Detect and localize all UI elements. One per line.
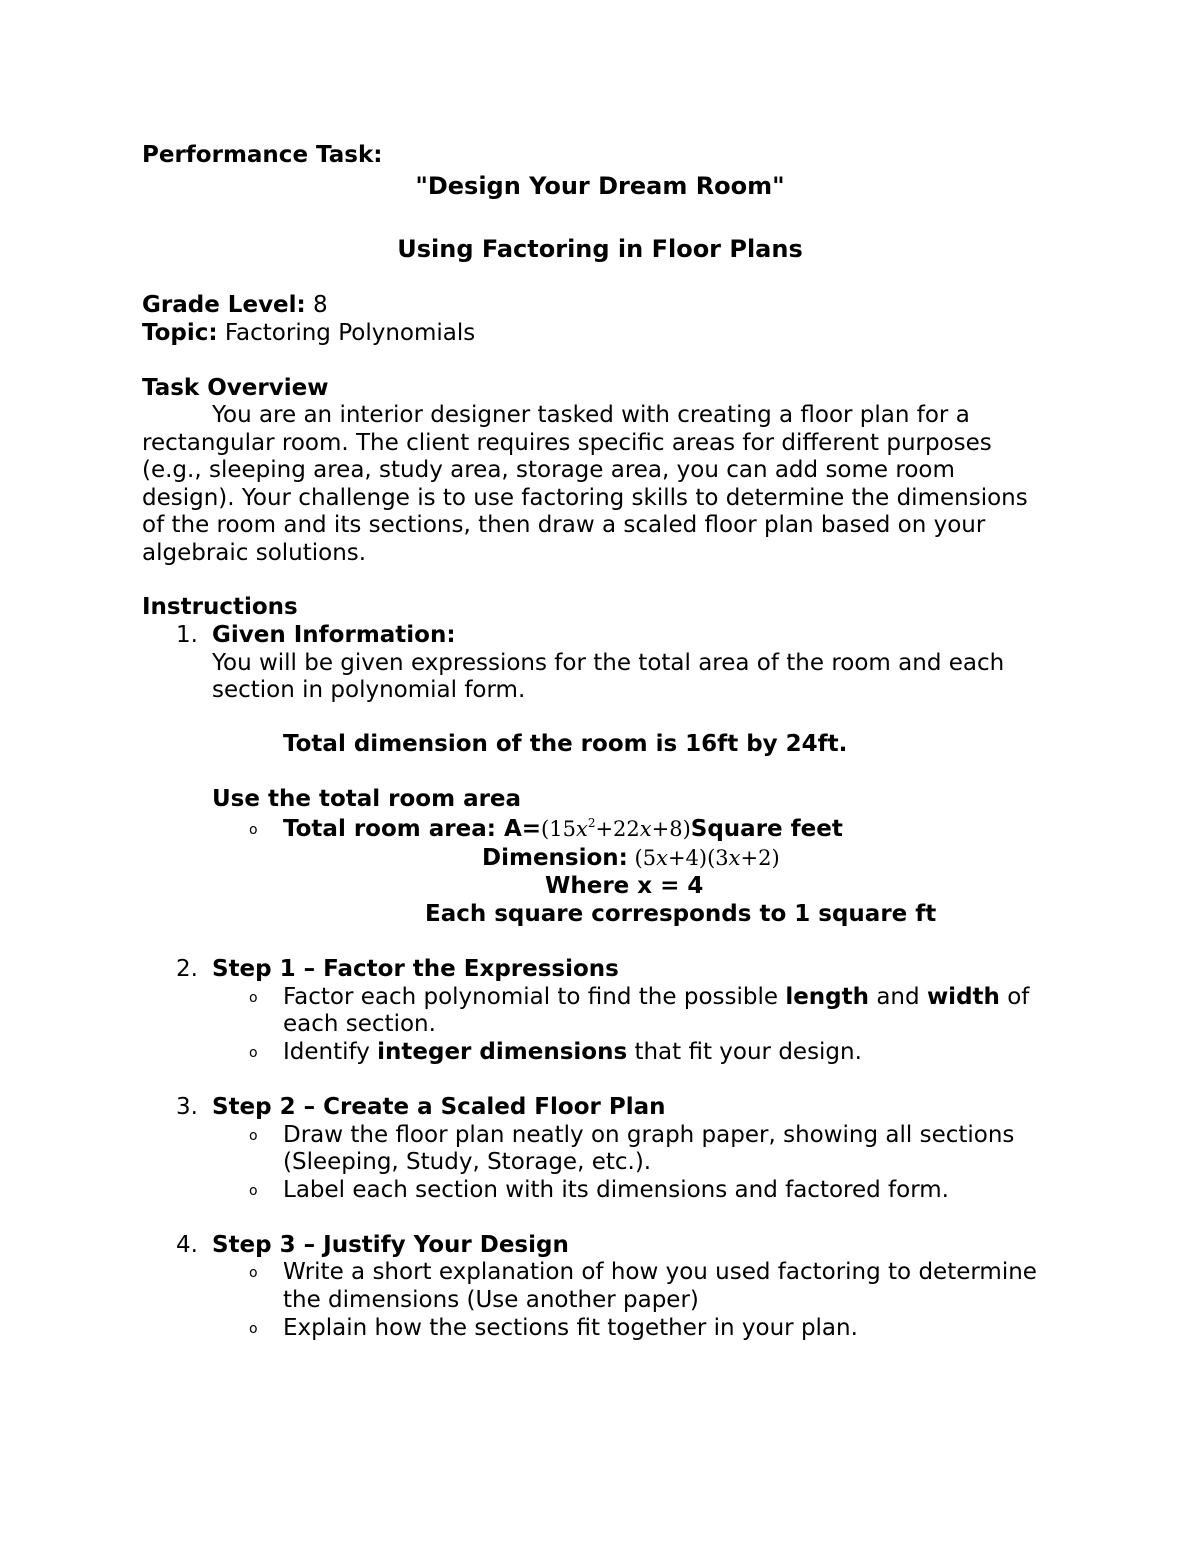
bullet: o [249,1128,258,1144]
overview-line: rectangular room. The client requires specific areas for different purposes [142,430,992,456]
document-subtitle: Using Factoring in Floor Plans [397,235,803,263]
document-title: "Design Your Dream Room" [415,172,785,200]
text-run: and [869,984,927,1010]
area-expr-var: x [575,817,588,841]
list-number: 2. [176,956,198,982]
dimension-expression [628,846,780,870]
dim-expr-part: +2) [740,846,780,870]
dimension [482,844,780,872]
text-run: Factor each polynomial to find the possible [283,984,786,1010]
step2-title: Step 1 – Factor the Expressions [212,956,619,982]
bold-length: length [785,984,870,1010]
dim-expr-part: +4)(3 [667,846,729,870]
overview-line: (e.g., sleeping area, study area, storage area, you can add some room [142,457,955,483]
overview-line: design). Your challenge is to use factoring skills to determine the dimensions [142,485,1028,511]
bullet: o [249,1183,258,1199]
dimension-label: Dimension: [482,845,628,871]
grade-level-label: Grade Level: [142,292,306,318]
overview-line: algebraic solutions. [142,540,367,566]
text-run: of [999,984,1030,1010]
dim-expr-var: x [728,846,741,870]
area-expression [541,817,691,841]
bold-width: width [926,984,1000,1010]
area-expr-exponent: 2 [587,816,596,830]
bullet: o [249,1045,258,1061]
bullet: o [249,822,258,838]
performance-task-label: Performance Task: [142,142,383,168]
area-expr-term: +8) [651,817,691,841]
step4-bullet-1: Write a short explanation of how you used factoring to determine [283,1259,1037,1285]
step3-title: Step 2 – Create a Scaled Floor Plan [212,1094,666,1120]
step4-bullet-1-line2: the dimensions (Use another paper) [283,1287,699,1313]
topic-value: Factoring Polynomials [217,320,476,346]
text-run: that fit your design. [627,1039,862,1065]
step4-bullet-2: Explain how the sections fit together in your plan. [283,1315,858,1341]
task-overview-heading: Task Overview [142,375,329,401]
bullet: o [249,1321,258,1337]
step2-bullet-1-line2: each section. [283,1011,436,1037]
bullet: o [249,1265,258,1281]
instructions-heading: Instructions [142,594,298,620]
area-unit: Square feet [690,816,843,842]
use-total-area: Use the total room area [212,786,522,812]
list-number: 3. [176,1094,198,1120]
step3-bullet-2: Label each section with its dimensions and factored form. [283,1177,949,1203]
area-expr-open: ( [541,817,550,841]
step3-bullet-1: Draw the floor plan neatly on graph paper, showing all sections [283,1122,1015,1148]
step1-text-line: You will be given expressions for the total area of the room and each [212,650,1005,676]
grade-level-value: 8 [305,292,328,318]
bullet: o [249,990,258,1006]
grade-level [142,291,328,319]
dim-expr-var: x [656,846,668,870]
where-x: Where x = 4 [545,873,704,899]
list-number: 4. [176,1232,198,1258]
step2-bullet-1 [283,983,1029,1011]
step1-title: Given Information: [212,622,456,648]
topic-label: Topic: [142,320,218,346]
area-expr-term: +22 [595,817,640,841]
dim-expr-part: (5 [627,846,657,870]
text-run: Identify [283,1039,378,1065]
bold-integer-dimensions: integer dimensions [377,1039,628,1065]
overview-line: You are an interior designer tasked with creating a floor plan for a [212,402,970,428]
step1-text-line: section in polynomial form. [212,677,526,703]
square-note: Each square corresponds to 1 square ft [425,901,937,927]
step2-bullet-2 [283,1038,862,1066]
area-expr-coef: 15 [549,817,576,841]
list-number: 1. [176,622,198,648]
area-label: Total room area: A= [283,816,542,842]
overview-line: of the room and its sections, then draw a scaled floor plan based on your [142,512,986,538]
step4-title: Step 3 – Justify Your Design [212,1232,569,1258]
step3-bullet-1-line2: (Sleeping, Study, Storage, etc.). [283,1149,652,1175]
total-room-area [283,815,843,843]
area-expr-var: x [639,817,652,841]
topic [142,319,475,347]
total-dimension: Total dimension of the room is 16ft by 24ft. [283,731,848,757]
